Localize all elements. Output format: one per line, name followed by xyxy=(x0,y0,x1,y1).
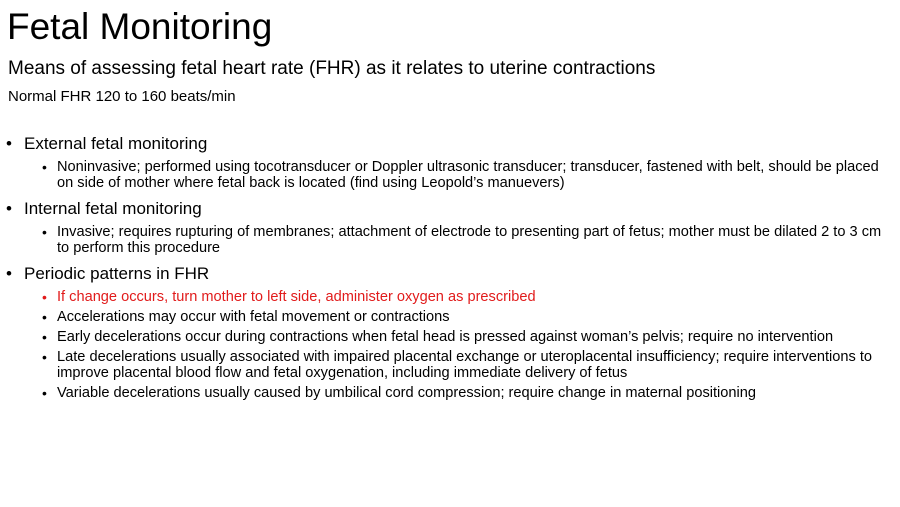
list-item-highlight xyxy=(0,289,900,305)
section-heading-periodic xyxy=(0,263,900,285)
bullet-icon: • xyxy=(6,199,12,218)
slide-subtitle: Means of assessing fetal heart rate (FHR) as it relates to uterine contractions xyxy=(8,58,656,79)
bullet-list xyxy=(0,131,900,401)
list-item-text: Late decelerations usually associated with impaired placental exchange or uteroplacental insufficiency; require interventions to improve placental blood flow and fetal oxygenation, including immediate delivery of fetus xyxy=(57,349,873,381)
bullet-icon: • xyxy=(42,159,47,175)
bullet-icon: • xyxy=(42,349,47,365)
list-item xyxy=(0,329,900,345)
list-item-text: If change occurs, turn mother to left side, administer oxygen as prescribed xyxy=(57,289,536,305)
list-item-text: Variable decelerations usually caused by umbilical cord compression; require change in maternal positioning xyxy=(57,385,756,401)
bullet-icon: • xyxy=(42,329,47,345)
list-item xyxy=(0,349,900,381)
list-item xyxy=(0,224,900,256)
slide-title: Fetal Monitoring xyxy=(7,6,273,47)
list-item xyxy=(0,385,900,401)
section-heading-text: Periodic patterns in FHR xyxy=(24,264,210,283)
bullet-icon: • xyxy=(42,385,47,401)
bullet-icon: • xyxy=(42,309,47,325)
section-heading-text: Internal fetal monitoring xyxy=(24,199,202,218)
list-item-text: Noninvasive; performed using tocotransducer or Doppler ultrasonic transducer; transducer, fastened with belt, should be placed on side of mother where fetal back is located (find using Leopold’s manuevers) xyxy=(57,159,879,191)
list-item-text: Accelerations may occur with fetal movement or contractions xyxy=(57,309,450,325)
bullet-icon: • xyxy=(42,224,47,240)
list-item xyxy=(0,309,900,325)
normal-fhr-range: Normal FHR 120 to 160 beats/min xyxy=(8,88,236,105)
list-item xyxy=(0,159,900,191)
bullet-icon: • xyxy=(42,289,47,305)
section-heading-internal xyxy=(0,198,900,220)
bullet-icon: • xyxy=(6,264,12,283)
section-heading-external xyxy=(0,133,900,155)
section-heading-text: External fetal monitoring xyxy=(24,134,208,153)
list-item-text: Invasive; requires rupturing of membranes; attachment of electrode to presenting part of fetus; mother must be dilated 2 to 3 cm to perform this procedure xyxy=(57,224,882,256)
bullet-icon: • xyxy=(6,134,12,153)
list-item-text: Early decelerations occur during contractions when fetal head is pressed against woman’s pelvis; require no intervention xyxy=(57,329,834,345)
